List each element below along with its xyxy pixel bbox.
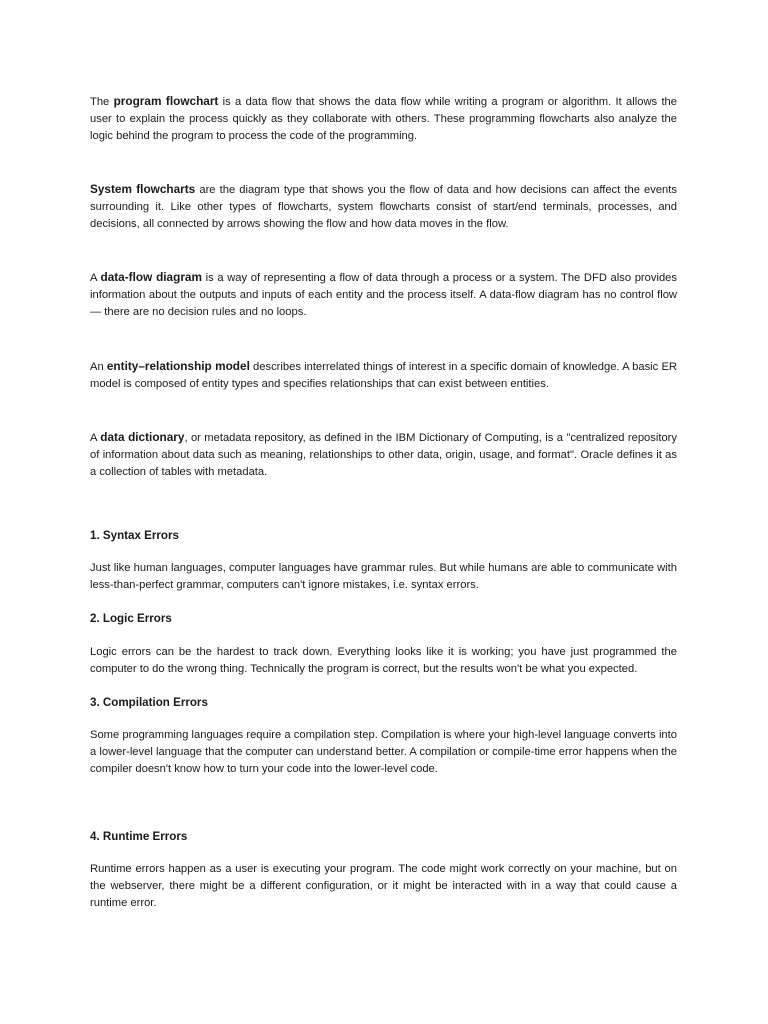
program-flowchart-paragraph [90,93,677,145]
paragraph-text: is a data flow that shows the data flow while writing a program or algorithm. It allows the user to explain the process quickly as they collaborate with others. These programming flowcharts also analyze the logic behind the program to process the code of the programming. [90,96,677,142]
data-dictionary-paragraph [90,429,677,481]
entity-relationship-paragraph [90,358,677,393]
term-data-flow-diagram: data-flow diagram [100,270,202,284]
compilation-errors-heading: 3. Compilation Errors [90,696,208,709]
paragraph-lead: A [90,432,101,444]
logic-errors-heading: 2. Logic Errors [90,612,172,625]
system-flowcharts-paragraph [90,181,677,233]
term-data-dictionary: data dictionary [100,430,185,444]
logic-errors-body: Logic errors can be the hardest to track down. Everything looks like it is working; you have just programmed the computer to do the wrong thing. Technically the program is correct, but the results won't be what you expected. [90,646,677,675]
paragraph-text: , or metadata repository, as defined in the IBM Dictionary of Computing, is a "centralized repository of information about data such as meaning, relationships to other data, origin, usage, and format". Oracle defines it as a collection of tables with metadata. [90,432,677,478]
paragraph-lead: The [90,96,114,108]
term-system-flowcharts: System flowcharts [90,182,196,196]
paragraph-text: are the diagram type that shows you the flow of data and how decisions can affect the events surrounding it. Like other types of flowcharts, system flowcharts consist of start/end terminals, processes, and decisions, all connected by arrows showing the flow and how data moves in the flow. [90,184,677,230]
syntax-errors-heading: 1. Syntax Errors [90,529,179,542]
syntax-errors-body: Just like human languages, computer languages have grammar rules. But while humans are able to communicate with less-than-perfect grammar, computers can't ignore mistakes, i.e. syntax errors. [90,562,677,591]
paragraph-text: is a way of representing a flow of data through a process or a system. The DFD also provides information about the outputs and inputs of each entity and the process itself. A data-flow diagram has no control flow — there are no decision rules and no loops. [90,272,677,318]
paragraph-lead: A [90,272,101,284]
compilation-errors-body: Some programming languages require a compilation step. Compilation is where your high-level language converts into a lower-level language that the computer can understand better. A compilation or compile-time error happens when the compiler doesn't know how to turn your code into the lower-level code. [90,729,677,775]
data-flow-diagram-paragraph [90,269,677,321]
runtime-errors-heading: 4. Runtime Errors [90,830,188,843]
paragraph-lead: An [90,361,107,373]
term-entity-relationship-model: entity–relationship model [106,359,250,373]
runtime-errors-body: Runtime errors happen as a user is executing your program. The code might work correctly on your machine, but on the webserver, there might be a different configuration, or it might be interacted with in a way that could cause a runtime error. [90,863,677,909]
term-program-flowchart: program flowchart [113,94,219,108]
paragraph-text: describes interrelated things of interest in a specific domain of knowledge. A basic ER model is composed of entity types and specifies relationships that can exist between entities. [90,361,677,390]
